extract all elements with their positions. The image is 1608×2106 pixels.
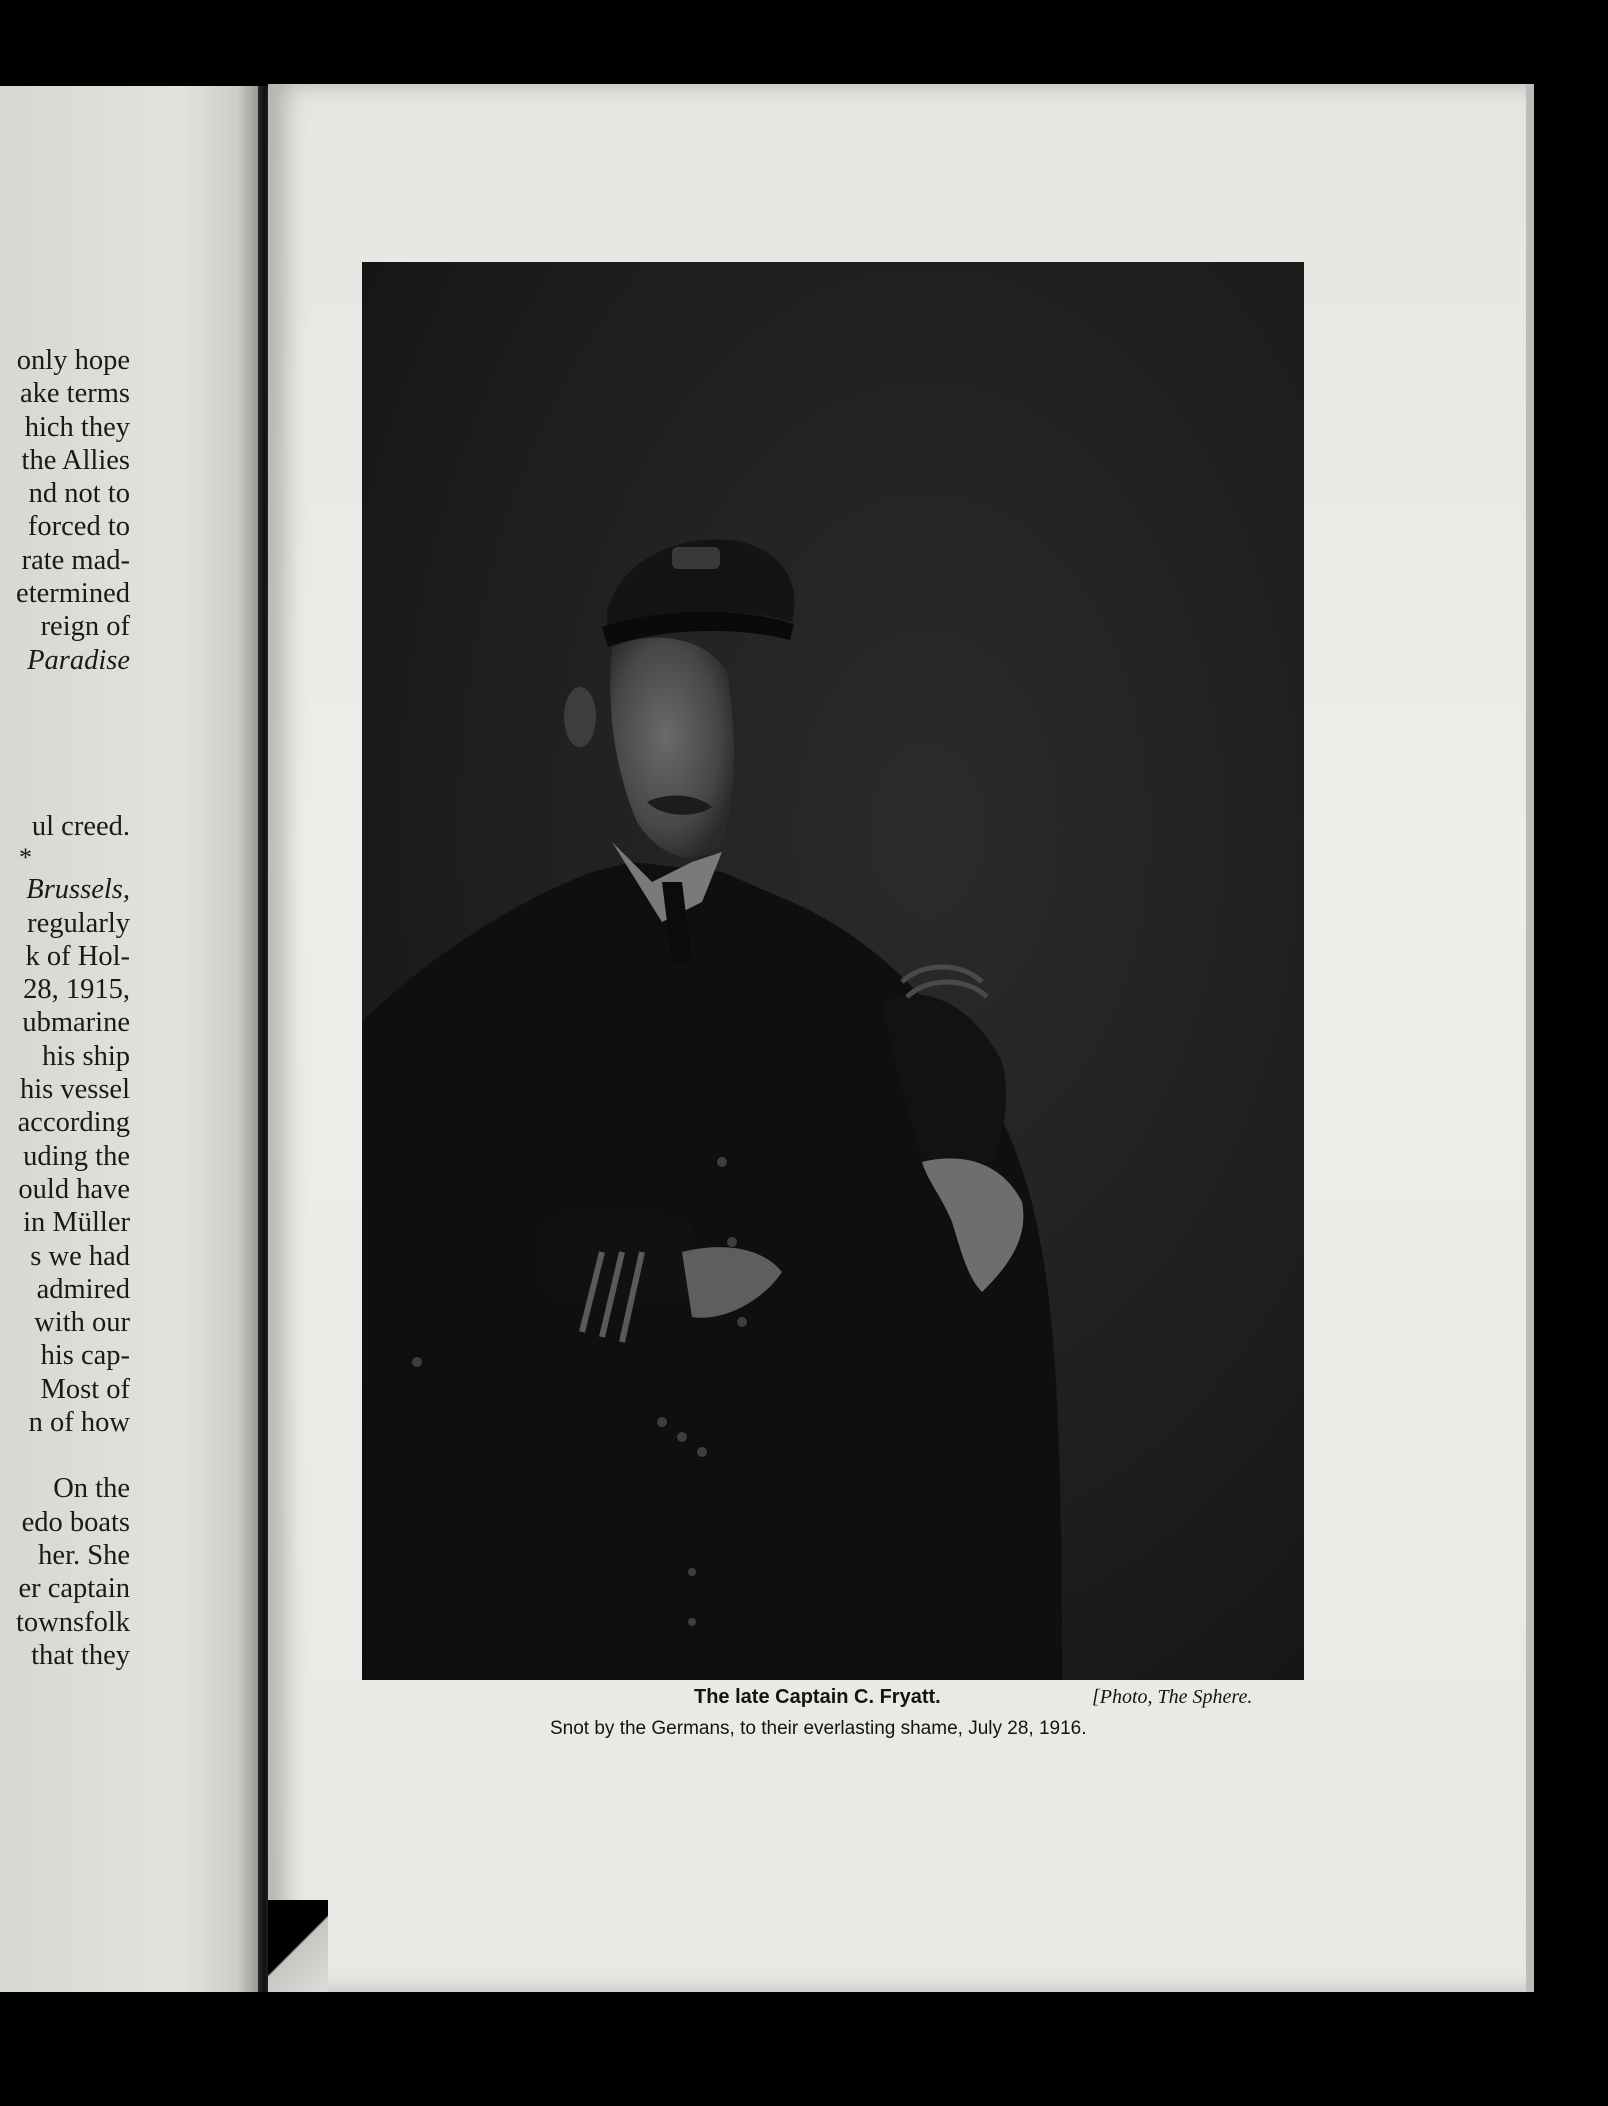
caption-credit: [Photo, The Sphere.	[1092, 1686, 1253, 1708]
page-edge	[1526, 84, 1534, 1992]
text-line: 28, 1915,	[23, 974, 130, 1006]
text-line: his cap-	[40, 1340, 130, 1372]
text-line-italic: Brussels,	[26, 874, 130, 906]
text-line: s we had	[30, 1240, 130, 1272]
text-line: townsfolk	[16, 1606, 130, 1638]
text-line: rate mad-	[21, 544, 130, 576]
text-line: ubmarine	[22, 1007, 130, 1039]
text-line: etermined	[16, 578, 130, 610]
text-line: On the	[53, 1473, 130, 1505]
text-line: nd not to	[28, 478, 130, 510]
text-line-italic: Paradise	[27, 644, 130, 676]
text-line: er captain	[18, 1573, 130, 1605]
text-line: k of Hol-	[25, 940, 130, 972]
text-line: regularly	[27, 907, 130, 939]
portrait-illustration	[362, 262, 1304, 1680]
text-line: Most of	[40, 1373, 130, 1405]
caption-subtitle: Snot by the Germans, to their everlasting shame, July 28, 1916.	[550, 1718, 1087, 1739]
text-line: ul creed.	[31, 810, 130, 842]
text-line: only hope	[16, 345, 130, 376]
portrait-photo	[362, 262, 1304, 1680]
page-fold	[268, 1900, 328, 1992]
section-asterisk: *	[19, 843, 32, 873]
left-page	[0, 86, 258, 1992]
text-line: in Müller	[23, 1207, 130, 1239]
text-line: the Allies	[21, 444, 130, 476]
text-line: edo boats	[21, 1506, 130, 1538]
text-line: ake terms	[20, 378, 130, 410]
caption-title: The late Captain C. Fryatt.	[694, 1686, 941, 1708]
text-line: uding the	[23, 1140, 130, 1172]
left-page-text	[0, 344, 130, 1672]
text-line: her. She	[38, 1539, 130, 1571]
text-line: n of how	[28, 1407, 130, 1439]
text-line: according	[17, 1107, 130, 1139]
text-line: his vessel	[19, 1074, 130, 1106]
text-line: forced to	[27, 511, 130, 543]
text-line: reign of	[40, 611, 130, 643]
text-line: with our	[34, 1307, 130, 1339]
text-line: admired	[36, 1273, 130, 1305]
text-line: hich they	[24, 411, 130, 443]
text-line: his ship	[42, 1040, 130, 1072]
text-line: ould have	[18, 1173, 130, 1205]
text-line: that they	[31, 1639, 130, 1671]
